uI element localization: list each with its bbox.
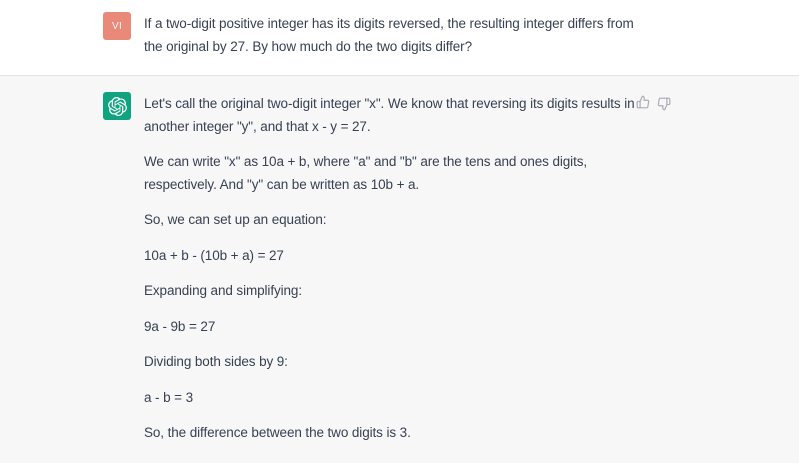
assistant-paragraph: Dividing both sides by 9: xyxy=(144,354,288,369)
assistant-message-text xyxy=(144,92,646,445)
assistant-avatar xyxy=(103,92,131,120)
user-avatar-initials: VI xyxy=(111,20,123,32)
assistant-paragraph: So, we can set up an equation: xyxy=(144,212,327,227)
assistant-paragraph: Let's call the original two-digit integer "x". We know that reversing its digits results in another integer "y", and that x - y = 27. xyxy=(144,96,635,134)
thumbs-down-icon xyxy=(657,97,671,111)
thumbs-up-icon xyxy=(636,95,650,109)
assistant-paragraph: We can write "x" as 10a + b, where "a" and "b" are the tens and ones digits, respectively. And "y" can be written as 10b + a. xyxy=(144,154,588,192)
user-message xyxy=(0,0,799,75)
thumbs-down-button[interactable] xyxy=(657,97,671,111)
assistant-message xyxy=(0,75,799,463)
assistant-equation: a - b = 3 xyxy=(144,389,194,405)
openai-logo-icon xyxy=(108,97,127,116)
assistant-paragraph: Expanding and simplifying: xyxy=(144,283,302,298)
user-avatar xyxy=(103,12,131,40)
assistant-paragraph: So, the difference between the two digits is 3. xyxy=(144,425,411,440)
assistant-equation: 9a - 9b = 27 xyxy=(144,318,216,334)
assistant-equation: 10a + b - (10b + a) = 27 xyxy=(144,247,284,263)
message-actions xyxy=(636,95,671,111)
thumbs-up-button[interactable] xyxy=(636,95,650,109)
user-message-text: If a two-digit positive integer has its digits reversed, the resulting integer differs from the original by 27. By how much do the two digits differ? xyxy=(144,16,634,54)
